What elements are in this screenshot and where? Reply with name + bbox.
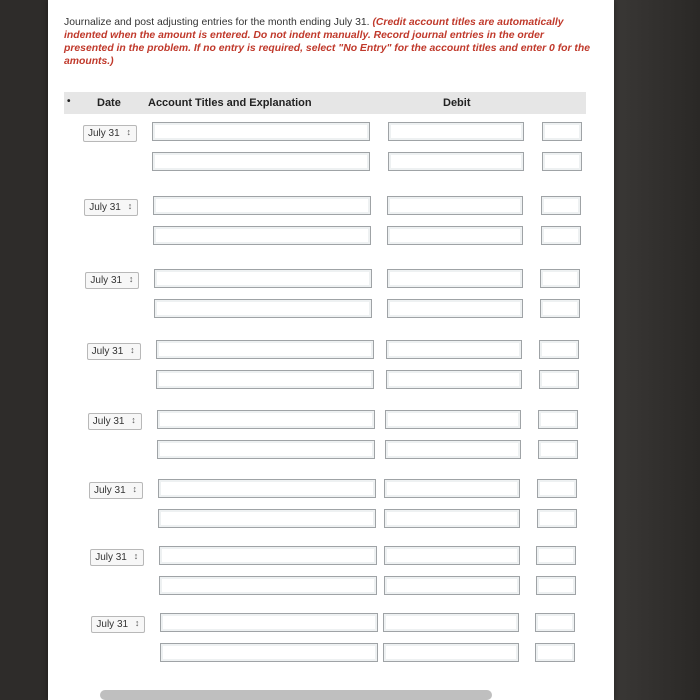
account-title-input[interactable] — [158, 479, 376, 498]
date-select[interactable] — [83, 125, 137, 142]
debit-input[interactable] — [388, 122, 524, 141]
credit-input[interactable] — [542, 152, 582, 171]
debit-input[interactable] — [383, 613, 519, 632]
updown-arrows-icon: ↕ — [130, 345, 135, 355]
credit-input[interactable] — [536, 546, 576, 565]
account-title-input[interactable] — [156, 340, 374, 359]
account-title-input[interactable] — [154, 269, 372, 288]
header-debit: Debit — [443, 97, 471, 109]
credit-input[interactable] — [535, 613, 575, 632]
date-select[interactable] — [85, 272, 139, 289]
horizontal-scrollbar[interactable] — [100, 690, 492, 700]
account-title-input[interactable] — [159, 576, 377, 595]
credit-input[interactable] — [540, 269, 580, 288]
account-title-input[interactable] — [157, 440, 375, 459]
debit-input[interactable] — [384, 509, 520, 528]
date-select-value: July 31 — [90, 275, 123, 286]
account-title-input[interactable] — [160, 613, 378, 632]
credit-input[interactable] — [541, 226, 581, 245]
date-select-value: July 31 — [92, 416, 125, 427]
updown-arrows-icon: ↕ — [127, 201, 133, 211]
account-title-input[interactable] — [160, 643, 378, 662]
date-select[interactable] — [88, 413, 142, 430]
account-title-input[interactable] — [156, 370, 374, 389]
date-select[interactable] — [84, 199, 138, 216]
credit-input[interactable] — [539, 340, 579, 359]
debit-input[interactable] — [384, 479, 520, 498]
date-select-value: July 31 — [95, 552, 127, 563]
debit-input[interactable] — [387, 226, 523, 245]
instructions — [64, 16, 594, 68]
updown-arrows-icon: ↕ — [133, 551, 139, 561]
instructions-note: (Credit account titles are automatically indented when the amount is entered. Do not indent manually. Record journal entries in the order presented in the problem. If no entry is required, select "No Entry" for the account titles and enter 0 for the amounts.) — [64, 17, 591, 67]
account-title-input[interactable] — [153, 226, 371, 245]
account-title-input[interactable] — [153, 196, 371, 215]
credit-input[interactable] — [538, 410, 578, 429]
account-title-input[interactable] — [159, 546, 377, 565]
updown-arrows-icon: ↕ — [132, 484, 137, 494]
debit-input[interactable] — [383, 643, 519, 662]
screen-bezel — [612, 0, 700, 700]
credit-input[interactable] — [540, 299, 580, 318]
updown-arrows-icon: ↕ — [131, 415, 136, 425]
debit-input[interactable] — [387, 299, 523, 318]
date-select[interactable] — [91, 616, 145, 633]
date-select-value: July 31 — [91, 346, 124, 357]
debit-input[interactable] — [388, 152, 524, 171]
updown-arrows-icon: ↕ — [134, 618, 140, 628]
credit-input[interactable] — [542, 122, 582, 141]
credit-input[interactable] — [535, 643, 575, 662]
journal-table-header: • Date Account Titles and Explanation Debit — [64, 92, 586, 114]
date-select-value: July 31 — [89, 202, 121, 213]
account-title-input[interactable] — [158, 509, 376, 528]
credit-input[interactable] — [539, 370, 579, 389]
date-select[interactable] — [87, 343, 141, 360]
date-select[interactable] — [90, 549, 144, 566]
debit-input[interactable] — [385, 440, 521, 459]
credit-input[interactable] — [538, 440, 578, 459]
date-select[interactable] — [89, 482, 143, 499]
account-title-input[interactable] — [152, 122, 370, 141]
updown-arrows-icon: ↕ — [126, 127, 131, 137]
credit-input[interactable] — [536, 576, 576, 595]
debit-input[interactable] — [386, 340, 522, 359]
debit-input[interactable] — [384, 576, 520, 595]
debit-input[interactable] — [387, 196, 523, 215]
header-account-titles: Account Titles and Explanation — [148, 97, 312, 109]
account-title-input[interactable] — [157, 410, 375, 429]
debit-input[interactable] — [384, 546, 520, 565]
debit-input[interactable] — [386, 370, 522, 389]
debit-input[interactable] — [387, 269, 523, 288]
credit-input[interactable] — [537, 479, 577, 498]
date-select-value: July 31 — [94, 485, 126, 496]
updown-arrows-icon: ↕ — [128, 274, 134, 284]
date-select-value: July 31 — [88, 128, 120, 139]
credit-input[interactable] — [541, 196, 581, 215]
credit-input[interactable] — [537, 509, 577, 528]
debit-input[interactable] — [385, 410, 521, 429]
date-select-value: July 31 — [96, 619, 129, 630]
account-title-input[interactable] — [152, 152, 370, 171]
header-date: Date — [97, 97, 121, 109]
account-title-input[interactable] — [154, 299, 372, 318]
journal-entry-page — [48, 0, 614, 700]
instructions-text: Journalize and post adjusting entries for the month ending July 31. — [64, 17, 373, 28]
